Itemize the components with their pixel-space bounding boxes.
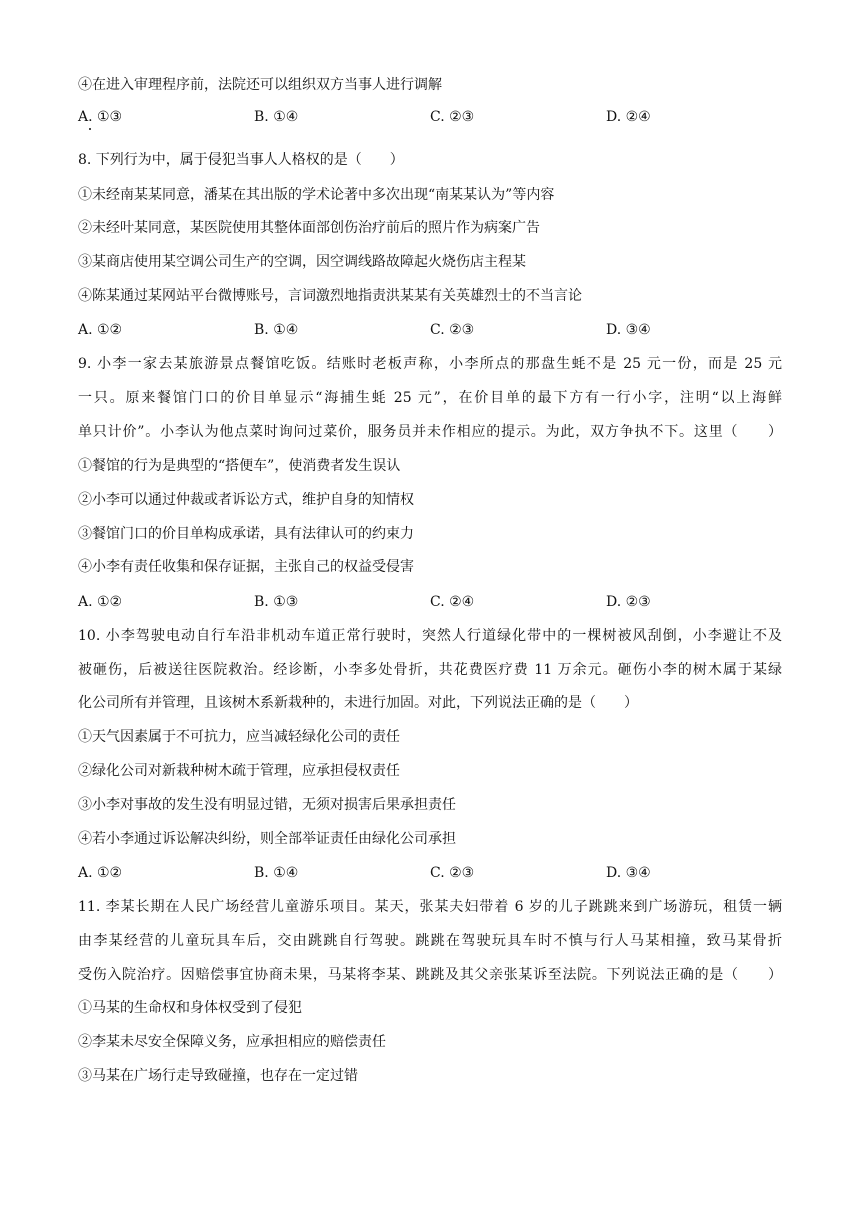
q8-item-1: ①未经南某某同意，潘某在其出版的学术论著中多次出现“南某某认为”等内容 xyxy=(78,187,555,203)
q10-item-4: ④若小李通过诉讼解决纠纷，则全部举证责任由绿化公司承担 xyxy=(78,831,456,847)
q11-item-1: ①马某的生命权和身体权受到了侵犯 xyxy=(78,1000,302,1016)
q8-item-2: ②未经叶某同意，某医院使用其整体面部创伤治疗前后的照片作为病案广告 xyxy=(78,220,540,236)
q9-option-b: B. ①③ xyxy=(254,594,299,610)
q7-option-b: B. ①④ xyxy=(254,109,299,125)
q9-item-2: ②小李可以通过仲裁或者诉讼方式，维护自身的知情权 xyxy=(78,492,414,508)
q11-item-3: ③马某在广场行走导致碰撞，也存在一定过错 xyxy=(78,1068,358,1084)
q8-option-a: A. ①② xyxy=(78,322,123,338)
q10-stem-line-2: 被砸伤，后被送往医院救治。经诊断，小李多处骨折，共花费医疗费 11 万余元。砸伤小李的树木属于某绿 xyxy=(78,662,782,678)
q9-stem-line-1: 9. 小李一家去某旅游景点餐馆吃饭。结账时老板声称，小李所点的那盘生蚝不是 25 元一份，而是 25 元 xyxy=(78,356,782,372)
q10-stem-line-3: 化公司所有并管理，且该树木系新栽种的，未进行加固。对此，下列说法正确的是（ ） xyxy=(78,695,638,711)
q7-option-d: D. ②④ xyxy=(606,109,651,125)
q8-option-c: C. ②③ xyxy=(430,322,475,338)
q9-item-1: ①餐馆的行为是典型的“搭便车”，使消费者发生误认 xyxy=(78,458,401,474)
q8-option-b: B. ①④ xyxy=(254,322,299,338)
q10-stem-line-1: 10. 小李驾驶电动自行车沿非机动车道正常行驶时，突然人行道绿化带中的一棵树被风刮倒，小李避让不及 xyxy=(78,628,782,644)
q9-item-3: ③餐馆门口的价目单构成承诺，具有法律认可的约束力 xyxy=(78,526,414,542)
q7-item-4: ④在进入审理程序前，法院还可以组织双方当事人进行调解 xyxy=(78,77,442,93)
q7-option-c: C. ②③ xyxy=(430,109,475,125)
q8-option-d: D. ③④ xyxy=(606,322,651,338)
q11-item-2: ②李某未尽安全保障义务，应承担相应的赔偿责任 xyxy=(78,1034,386,1050)
q7-option-a: A. ①③ xyxy=(78,109,123,125)
q9-stem-line-2: 一只。原来餐馆门口的价目单显示“海捕生蚝 25 元”，在价目单的最下方有一行小字，注明“以上海鲜 xyxy=(78,390,782,406)
q11-stem-line-3: 受伤入院治疗。因赔偿事宜协商未果，马某将李某、跳跳及其父亲张某诉至法院。下列说法正确的是（ ） xyxy=(78,967,782,983)
q10-option-a: A. ①② xyxy=(78,865,123,881)
q9-stem-line-3: 单只计价”。小李认为他点菜时询问过菜价，服务员并未作相应的提示。为此，双方争执不下。这里（ ） xyxy=(78,424,782,440)
q11-stem-line-1: 11. 李某长期在人民广场经营儿童游乐项目。某天，张某夫妇带着 6 岁的儿子跳跳来到广场游玩，租赁一辆 xyxy=(78,899,782,915)
q10-option-b: B. ①④ xyxy=(254,865,299,881)
q9-item-4: ④小李有责任收集和保存证据，主张自己的权益受侵害 xyxy=(78,559,414,575)
q8-item-3: ③某商店使用某空调公司生产的空调，因空调线路故障起火烧伤店主程某 xyxy=(78,254,526,270)
q11-stem-line-2: 由李某经营的儿童玩具车后，交由跳跳自行驾驶。跳跳在驾驶玩具车时不慎与行人马某相撞，致马某骨折 xyxy=(78,933,782,949)
q10-option-d: D. ③④ xyxy=(606,865,651,881)
q10-item-1: ①天气因素属于不可抗力，应当减轻绿化公司的责任 xyxy=(78,729,400,745)
q10-item-2: ②绿化公司对新栽种树木疏于管理，应承担侵权责任 xyxy=(78,763,400,779)
q9-option-c: C. ②④ xyxy=(430,594,475,610)
q8-stem: 8. 下列行为中，属于侵犯当事人人格权的是（ ） xyxy=(78,152,404,168)
mark-dot xyxy=(89,128,91,130)
q9-option-a: A. ①② xyxy=(78,594,123,610)
q9-option-d: D. ②③ xyxy=(606,594,651,610)
q8-item-4: ④陈某通过某网站平台微博账号，言词激烈地指责洪某某有关英雄烈士的不当言论 xyxy=(78,288,582,304)
q10-item-3: ③小李对事故的发生没有明显过错，无须对损害后果承担责任 xyxy=(78,797,456,813)
q10-option-c: C. ②③ xyxy=(430,865,475,881)
